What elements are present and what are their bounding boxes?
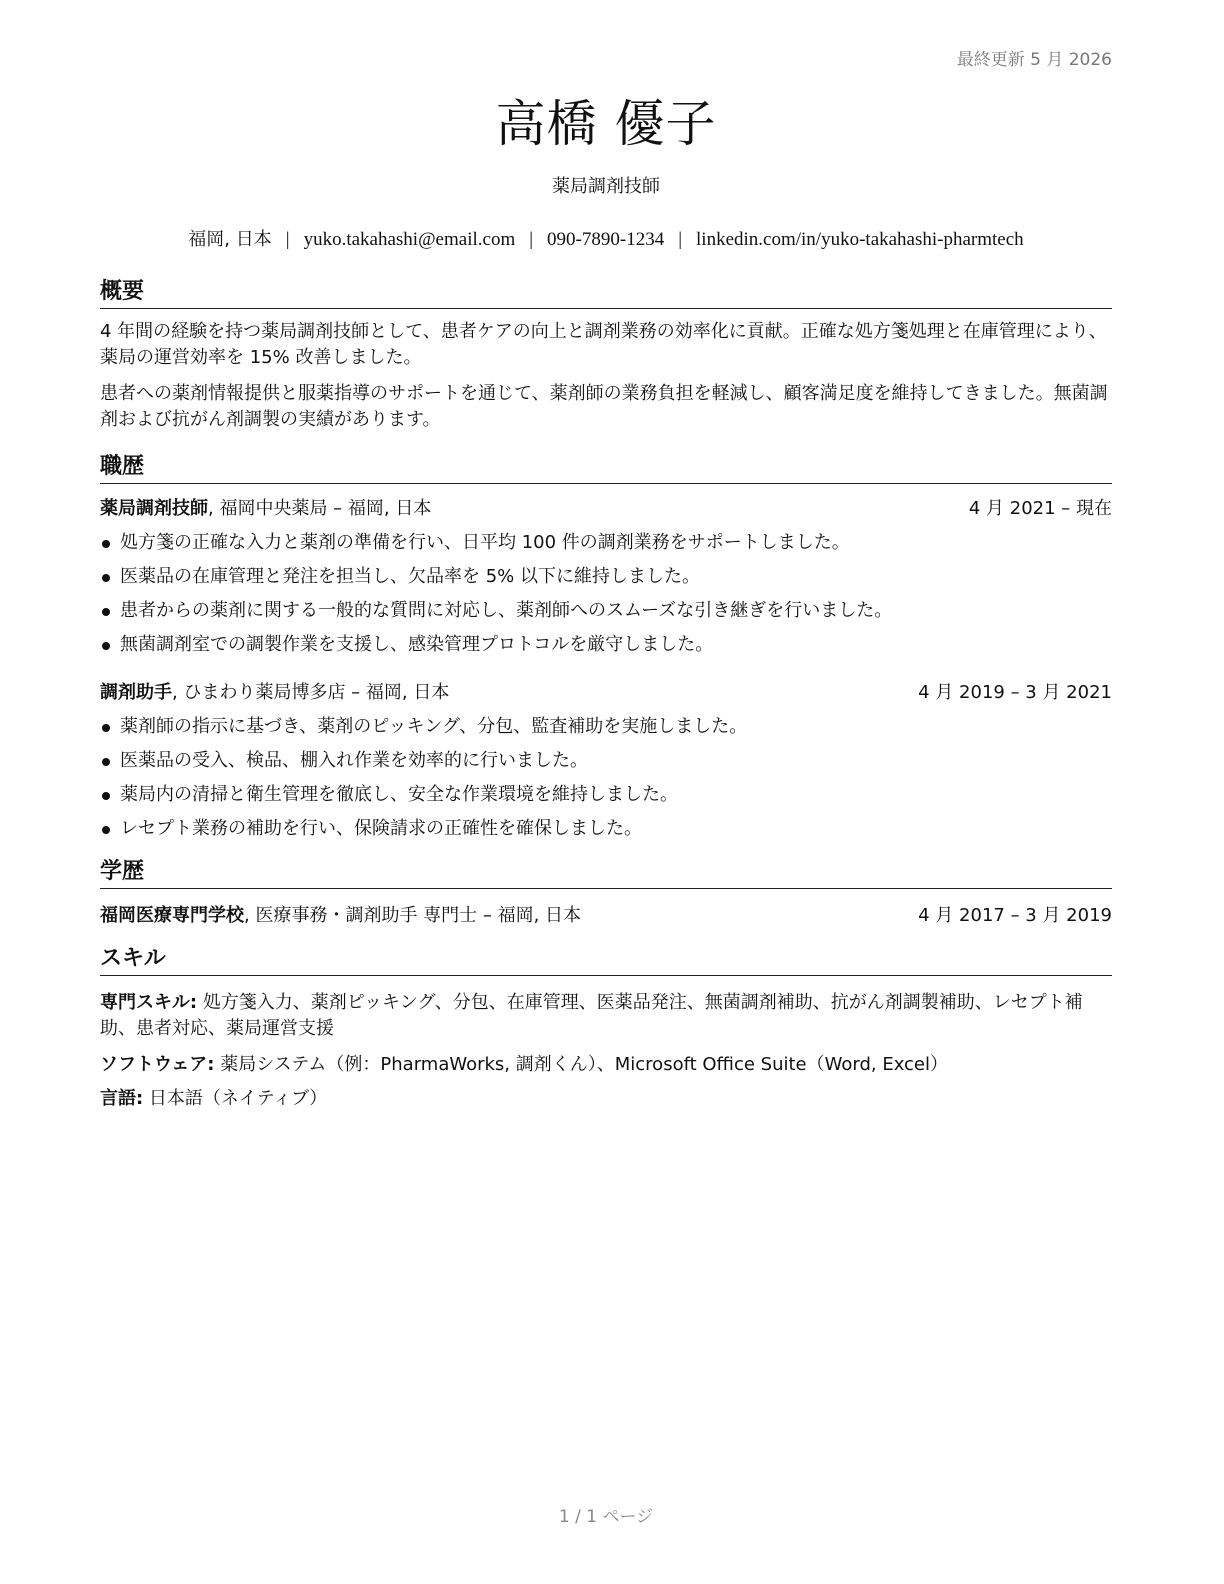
contact-separator: |: [529, 229, 534, 250]
skill-line: [100, 1086, 1112, 1112]
list-item: 薬剤師の指示に基づき、薬剤のピッキング、分包、監査補助を実施しました。: [100, 710, 1112, 744]
job-title: 薬局調剤技師: [552, 176, 660, 197]
job-dates: 4 月 2021 – 現在: [968, 498, 1112, 519]
last-updated: 最終更新 5 月 2026: [956, 50, 1112, 70]
skill-line: [100, 1052, 1112, 1078]
contact-location: 福岡, 日本: [188, 229, 272, 250]
skill-value: 日本語（ネイティブ）: [143, 1088, 328, 1109]
section-heading-summary: 概要: [100, 278, 1112, 309]
skill-label: 専門スキル:: [100, 992, 198, 1013]
education-entry: [100, 903, 1112, 929]
applicant-name: 高橋 優子: [495, 95, 717, 153]
skill-line: [100, 990, 1112, 1042]
resume-page: [100, 0, 1112, 1584]
job-header: [100, 496, 1112, 522]
summary-paragraph: 4 年間の経験を持つ薬局調剤技師として、患者ケアの向上と調剤業務の効率化に貢献。正確な処方箋処理と在庫管理により、薬局の運営効率を 15% 改善しました。: [100, 321, 1107, 368]
section-heading-experience: 職歴: [100, 453, 1112, 484]
skill-value: 処方箋入力、薬剤ピッキング、分包、在庫管理、医薬品発注、無菌調剤補助、抗がん剤調製補助、レセプト補助、患者対応、薬局運営支援: [100, 992, 1083, 1039]
job-entry: [100, 680, 1112, 846]
section-heading-education: 学歴: [100, 858, 1112, 889]
job-header: [100, 680, 1112, 706]
job-entry: [100, 496, 1112, 662]
list-item: 処方箋の正確な入力と薬剤の準備を行い、日平均 100 件の調剤業務をサポートしました。: [100, 526, 1112, 560]
list-item: レセプト業務の補助を行い、保険請求の正確性を確保しました。: [100, 812, 1112, 846]
experience-section: [100, 453, 1112, 846]
education-school-detail: [100, 903, 581, 929]
skill-value: 薬局システム（例：PharmaWorks, 調剤くん）、Microsoft Office Suite（Word, Excel）: [214, 1054, 949, 1075]
education-dates: 4 月 2017 – 3 月 2019: [918, 905, 1112, 926]
skill-label: ソフトウェア:: [100, 1054, 215, 1075]
list-item: 医薬品の受入、検品、棚入れ作業を効率的に行いました。: [100, 744, 1112, 778]
education-detail: , 医療事務・調剤助手 専門士 – 福岡, 日本: [244, 905, 582, 926]
summary-paragraph: 患者への薬剤情報提供と服薬指導のサポートを通じて、薬剤師の業務負担を軽減し、顧客満足度を維持してきました。無菌調剤および抗がん剤調製の実績があります。: [100, 383, 1108, 430]
job-bullets: [100, 526, 1112, 662]
section-heading-skills: スキル: [100, 945, 1112, 976]
skill-label: 言語:: [100, 1088, 144, 1109]
summary-section: [100, 278, 1112, 433]
list-item: 患者からの薬剤に関する一般的な質問に対応し、薬剤師へのスムーズな引き継ぎを行いました。: [100, 594, 1112, 628]
job-org: , 福岡中央薬局 – 福岡, 日本: [208, 498, 432, 519]
job-org: , ひまわり薬局博多店 – 福岡, 日本: [172, 682, 450, 703]
contact-linkedin[interactable]: linkedin.com/in/yuko-takahashi-pharmtech: [696, 229, 1024, 250]
contact-phone[interactable]: 090-7890-1234: [547, 229, 665, 250]
education-school: 福岡医療専門学校: [100, 905, 244, 926]
contact-separator: |: [285, 229, 290, 250]
skills-section: [100, 945, 1112, 1112]
list-item: 医薬品の在庫管理と発注を担当し、欠品率を 5% 以下に維持しました。: [100, 560, 1112, 594]
contact-separator: |: [678, 229, 683, 250]
education-section: [100, 858, 1112, 929]
job-role-org: [100, 496, 431, 522]
job-bullets: [100, 710, 1112, 846]
job-dates: 4 月 2019 – 3 月 2021: [918, 682, 1112, 703]
job-role: 調剤助手: [100, 682, 172, 703]
list-item: 無菌調剤室での調製作業を支援し、感染管理プロトコルを厳守しました。: [100, 628, 1112, 662]
contact-bar: [100, 225, 1112, 251]
job-role: 薬局調剤技師: [100, 498, 208, 519]
page-number: 1 / 1 ページ: [558, 1507, 654, 1527]
contact-email[interactable]: yuko.takahashi@email.com: [303, 229, 516, 250]
list-item: 薬局内の清掃と衛生管理を徹底し、安全な作業環境を維持しました。: [100, 778, 1112, 812]
job-role-org: [100, 680, 449, 706]
